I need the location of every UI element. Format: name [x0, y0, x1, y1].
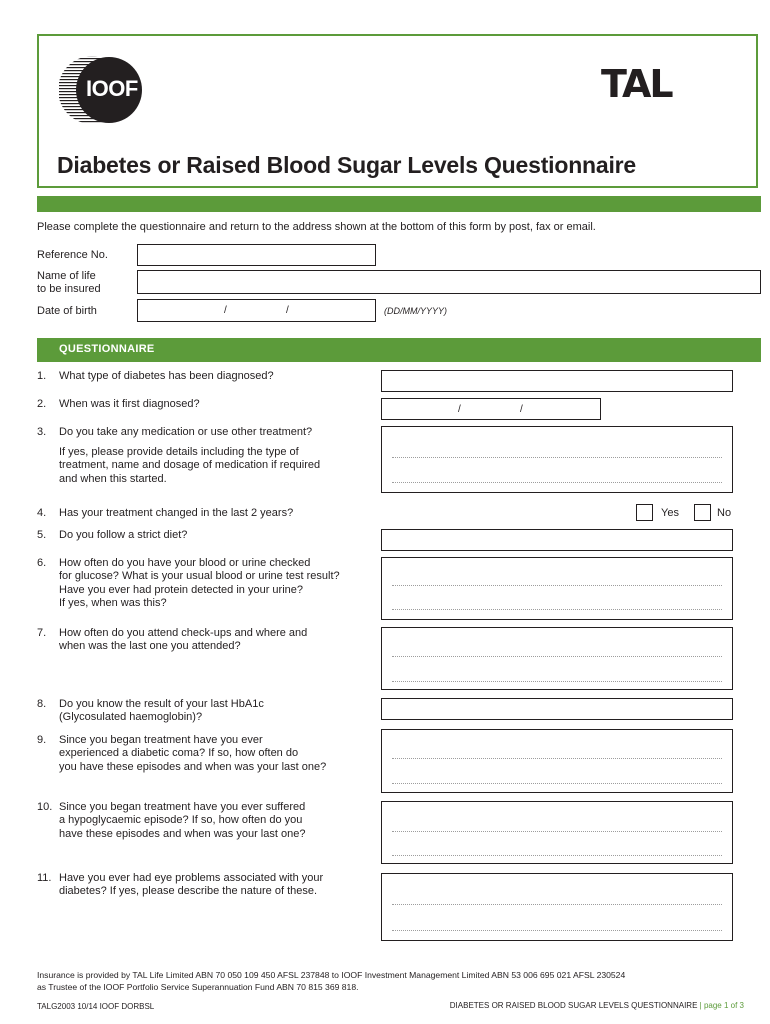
question-2-date-input[interactable] — [381, 398, 601, 420]
question-7-line-2: when was the last one you attended? — [59, 640, 241, 652]
question-1-number: 1. — [37, 370, 47, 382]
writing-line — [392, 609, 722, 610]
question-6-line-2: for glucose? What is your usual blood or urine test result? — [59, 570, 340, 582]
question-9-line-2: experienced a diabetic coma? If so, how often do — [59, 747, 299, 759]
writing-line — [392, 681, 722, 682]
question-3-number: 3. — [37, 426, 47, 438]
question-7-line-1: How often do you attend check-ups and where and — [59, 627, 308, 639]
q2-separator-2: / — [520, 404, 523, 415]
question-1-input[interactable] — [381, 370, 733, 392]
header-divider-bar — [37, 196, 761, 212]
question-4-yes-checkbox[interactable] — [636, 504, 653, 521]
question-11-number: 11. — [37, 872, 52, 884]
question-9-number: 9. — [37, 734, 47, 746]
question-2-number: 2. — [37, 398, 47, 410]
writing-line — [392, 482, 722, 483]
writing-line — [392, 855, 722, 856]
question-6-line-4: If yes, when was this? — [59, 597, 167, 609]
dob-input[interactable] — [137, 299, 376, 322]
question-6-number: 6. — [37, 557, 47, 569]
question-8-line-2: (Glycosulated haemoglobin)? — [59, 711, 203, 723]
question-11-textarea[interactable] — [381, 873, 733, 941]
dob-hint: (DD/MM/YYYY) — [384, 306, 447, 316]
writing-line — [392, 585, 722, 586]
footer-disclaimer-line-2: as Trustee of the IOOF Portfolio Service Superannuation Fund ABN 70 815 369 818. — [37, 981, 359, 992]
questionnaire-section-title: QUESTIONNAIRE — [59, 343, 155, 355]
footer-form-name: DIABETES OR RAISED BLOOD SUGAR LEVELS QUESTIONNAIRE — [449, 1001, 698, 1010]
question-4-yes-label: Yes — [661, 507, 679, 519]
question-11-line-1: Have you ever had eye problems associated with your — [59, 872, 324, 884]
footer-divider: | — [699, 1001, 702, 1010]
page-title: Diabetes or Raised Blood Sugar Levels Questionnaire — [57, 152, 637, 178]
question-8-number: 8. — [37, 698, 47, 710]
dob-label: Date of birth — [37, 305, 97, 317]
tal-logo: TAL — [601, 62, 672, 106]
question-8-input[interactable] — [381, 698, 733, 720]
writing-line — [392, 656, 722, 657]
question-9-line-1: Since you began treatment have you ever — [59, 734, 263, 746]
q2-separator-1: / — [458, 404, 461, 415]
footer-disclaimer-line-1: Insurance is provided by TAL Life Limited ABN 70 050 109 450 AFSL 237848 to IOOF Investment Management Limited ABN 53 006 695 021 AFSL 230524 — [37, 970, 626, 980]
writing-line — [392, 904, 722, 905]
writing-line — [392, 758, 722, 759]
dob-separator-1: / — [224, 305, 227, 316]
question-6-textarea[interactable] — [381, 557, 733, 620]
question-7-textarea[interactable] — [381, 627, 733, 690]
question-4-number: 4. — [37, 507, 47, 519]
footer-page-info — [450, 1001, 744, 1010]
reference-input[interactable] — [137, 244, 376, 266]
question-3-sub-line-3: and when this started. — [59, 473, 167, 485]
reference-label: Reference No. — [37, 249, 108, 261]
name-input[interactable] — [137, 270, 761, 294]
footer-form-code: TALG2003 10/14 IOOF DORBSL — [37, 1002, 155, 1011]
question-3-text: Do you take any medication or use other treatment? — [59, 426, 313, 438]
question-7-number: 7. — [37, 627, 47, 639]
writing-line — [392, 831, 722, 832]
ioof-logo-text: IOOF — [86, 76, 138, 101]
question-5-number: 5. — [37, 529, 47, 541]
question-5-input[interactable] — [381, 529, 733, 551]
ioof-logo — [59, 52, 145, 128]
question-9-line-3: you have these episodes and when was your last one? — [59, 761, 327, 773]
question-10-line-1: Since you began treatment have you ever suffered — [59, 801, 306, 813]
writing-line — [392, 783, 722, 784]
question-4-no-label: No — [717, 507, 732, 519]
question-10-line-2: a hypoglycaemic episode? If so, how often do you — [59, 814, 303, 826]
question-2-text: When was it first diagnosed? — [59, 398, 200, 410]
question-3-textarea[interactable] — [381, 426, 733, 493]
name-label-line2: to be insured — [37, 283, 101, 295]
writing-line — [392, 930, 722, 931]
writing-line — [392, 457, 722, 458]
footer-disclaimer — [37, 970, 625, 993]
question-6-line-1: How often do you have your blood or urine checked — [59, 557, 311, 569]
footer-page-number: page 1 of 3 — [703, 1001, 744, 1010]
dob-separator-2: / — [286, 305, 289, 316]
question-10-textarea[interactable] — [381, 801, 733, 864]
intro-text: Please complete the questionnaire and return to the address shown at the bottom of this form by post, fax or email. — [37, 221, 596, 233]
question-11-line-2: diabetes? If yes, please describe the nature of these. — [59, 885, 318, 897]
question-10-line-3: have these episodes and when was your last one? — [59, 828, 306, 840]
question-1-text: What type of diabetes has been diagnosed? — [59, 370, 274, 382]
name-label-line1: Name of life — [37, 270, 96, 282]
question-3-sub-line-1: If yes, please provide details including the type of — [59, 446, 299, 458]
question-10-number: 10. — [37, 801, 53, 813]
question-4-text: Has your treatment changed in the last 2 years? — [59, 507, 294, 519]
question-4-no-checkbox[interactable] — [694, 504, 711, 521]
question-9-textarea[interactable] — [381, 729, 733, 793]
question-8-line-1: Do you know the result of your last HbA1c — [59, 698, 264, 710]
question-3-sub-line-2: treatment, name and dosage of medication if required — [59, 459, 321, 471]
question-5-text: Do you follow a strict diet? — [59, 529, 188, 541]
question-6-line-3: Have you ever had protein detected in your urine? — [59, 584, 303, 596]
